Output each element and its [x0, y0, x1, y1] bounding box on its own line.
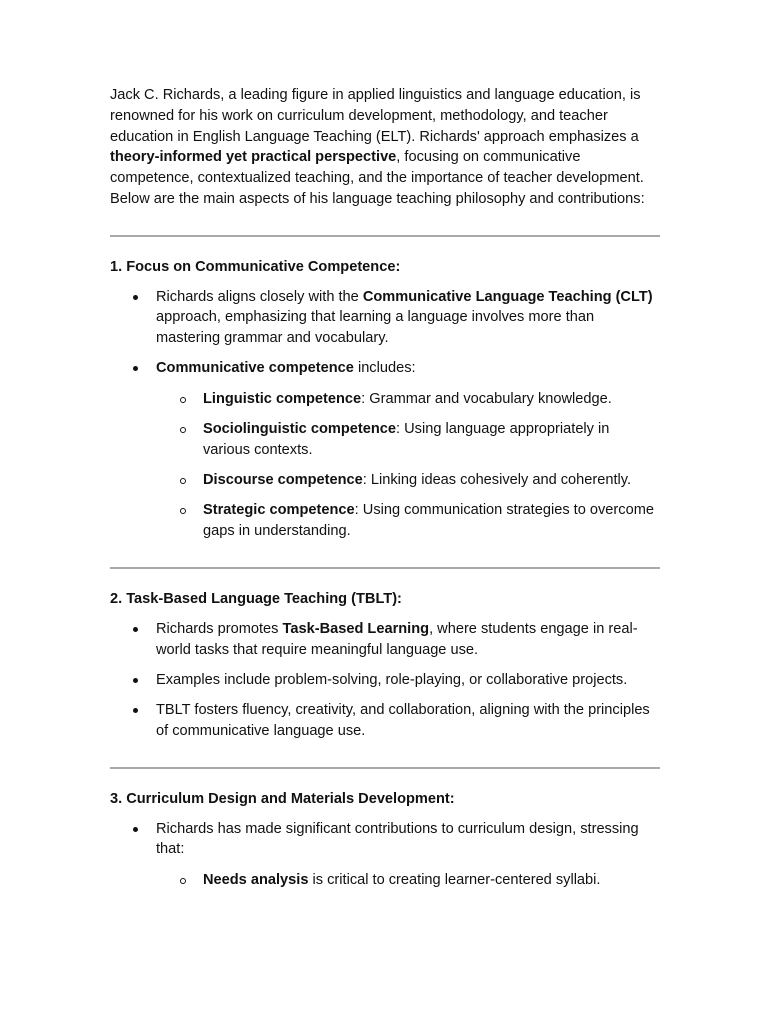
- intro-bold-phrase: theory-informed yet practical perspective: [110, 149, 397, 166]
- sub-bullet-list: [156, 870, 660, 891]
- list-item: [110, 619, 660, 661]
- section-heading: 2. Task-Based Language Teaching (TBLT):: [110, 591, 402, 608]
- item-bold: Communicative competence: [156, 360, 354, 377]
- bullet-list: [110, 619, 660, 742]
- sub-item-text: : Using language appropriately in various contexts.: [203, 421, 610, 458]
- item-bold: Task-Based Learning: [282, 620, 430, 637]
- list-item: Examples include problem-solving, role-playing, or collaborative projects.: [110, 670, 660, 691]
- sub-bullet-list: [156, 389, 660, 542]
- item-bold: Communicative Language Teaching (CLT): [362, 288, 653, 305]
- intro-text: Jack C. Richards, a leading figure in applied linguistics and language education, is renowned for his work on curriculum development, methodology, and teacher education in English Language Teaching (ELT). Richards' approach emphasizes a: [110, 87, 641, 145]
- divider: [110, 567, 660, 569]
- sub-item-text: : Grammar and vocabulary knowledge.: [361, 390, 612, 407]
- bullet-list: [110, 287, 660, 542]
- item-text: Richards has made significant contributions to curriculum design, stressing that:: [156, 820, 639, 858]
- section-heading: 1. Focus on Communicative Competence:: [110, 258, 401, 275]
- sub-list-item: [156, 470, 660, 491]
- sub-list-item: [156, 500, 660, 542]
- sub-item-bold: Discourse competence: [203, 472, 363, 489]
- sub-list-item: [156, 419, 660, 461]
- list-item: [110, 358, 660, 542]
- list-item: TBLT fosters fluency, creativity, and collaboration, aligning with the principles of communicative language use.: [110, 700, 660, 742]
- sub-item-bold: Needs analysis: [203, 871, 309, 888]
- sub-list-item: [156, 389, 660, 410]
- sub-item-bold: Strategic competence: [203, 502, 355, 519]
- sub-list-item: [156, 870, 660, 891]
- section-curriculum-design: [110, 789, 660, 891]
- list-item: [110, 819, 660, 891]
- sub-item-text: : Using communication strategies to overcome gaps in understanding.: [203, 502, 654, 540]
- bullet-list: [110, 819, 660, 891]
- section-communicative-competence: [110, 257, 660, 542]
- sub-item-bold: Sociolinguistic competence: [203, 421, 397, 438]
- intro-text-cont: , focusing on communicative competence, contextualized teaching, and the importance of teacher development. Below are the main aspects of his language teaching philosophy and contributions:: [110, 149, 645, 207]
- item-text: includes:: [353, 360, 416, 377]
- item-text: Richards aligns closely with the: [156, 288, 363, 305]
- section-heading: 3. Curriculum Design and Materials Development:: [110, 790, 455, 807]
- item-text: Richards promotes: [156, 620, 283, 637]
- sub-item-bold: Linguistic competence: [203, 390, 362, 407]
- item-text: , where students engage in real-world tasks that require meaningful language use.: [156, 620, 638, 658]
- list-item: [110, 287, 660, 349]
- item-text: approach, emphasizing that learning a language involves more than mastering grammar and vocabulary.: [156, 309, 595, 347]
- section-tblt: [110, 589, 660, 742]
- sub-item-text: is critical to creating learner-centered syllabi.: [308, 871, 601, 888]
- divider: [110, 235, 660, 237]
- intro-paragraph: [110, 85, 660, 210]
- divider: [110, 767, 660, 769]
- sub-item-text: : Linking ideas cohesively and coherently.: [362, 472, 632, 489]
- document-body: [110, 85, 660, 900]
